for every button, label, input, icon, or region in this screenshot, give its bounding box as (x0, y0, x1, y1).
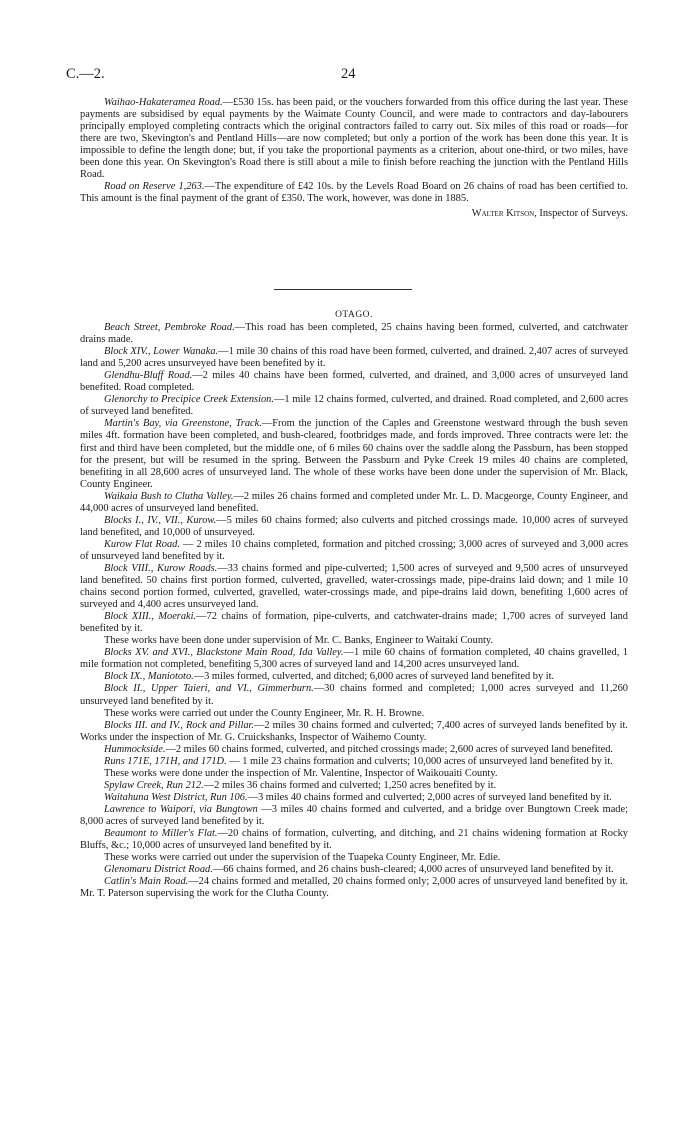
entry-text: —2 miles 26 chains formed and completed under Mr. L. D. Macgeorge, County Engineer, and 44,000 acres of unsurveyed land benefited. (80, 490, 628, 514)
paragraph (80, 864, 628, 876)
paragraph (80, 394, 628, 418)
entry-title: Blocks III. and IV., Rock and Pillar. (104, 719, 255, 731)
entry-text: —2 miles 40 chains have been formed, culverted, and drained, and 3,000 acres of unsurveyed land benefited. Road completed. (80, 370, 628, 394)
entry-text: —2 miles 60 chains formed, culverted, and pitched crossings made; 2,600 acres of surveyed land benefited. (165, 743, 613, 755)
entry-title: Block II., Upper Taieri, and VI., Gimmerburn. (104, 683, 314, 695)
paragraph (80, 683, 628, 707)
entry-text: These works were carried out under the supervision of the Tuapeka County Engineer, Mr. Edie. (104, 852, 501, 864)
entry-text: — 2 miles 10 chains completed, formation and pitched crossing; 3,000 acres of surveyed and 3,000 acres of unsurveyed land benefited by it. (80, 538, 628, 562)
entry-title: Glenomaru District Road. (104, 864, 213, 876)
entry-title: Blocks I., IV., VII., Kurow. (104, 514, 217, 526)
section-divider (274, 289, 412, 290)
signature-line (80, 208, 628, 220)
paragraph (80, 635, 628, 647)
paragraph (80, 792, 628, 804)
entry-title: Waitahuna West District, Run 106. (104, 791, 248, 803)
report-code: C.—2. (66, 66, 105, 82)
entry-text: —1 mile 60 chains of formation completed, 40 chains gravelled, 1 mile formation not completed, benefiting 5,300 acres of surveyed land and 14,200 acres unsurveyed land. (80, 647, 628, 671)
otago-entries (80, 322, 628, 900)
entry-title: Beach Street, Pembroke Road. (104, 322, 235, 334)
entry-title: Spylaw Creek, Run 212. (104, 779, 204, 791)
entry-title: Block IX., Maniototo. (104, 671, 194, 683)
entry-text: —The expenditure of £42 10s. by the Levels Road Board on 26 chains of road has been certified to. This amount is the final payment of the grant of £350. The work, however, was done in 1885. (80, 181, 628, 205)
paragraph (80, 515, 628, 539)
signature-name: Walter Kitson (471, 208, 535, 220)
otago-section (80, 309, 628, 900)
entry-text: —3 miles 40 chains formed and culverted; 2,000 acres of surveyed land benefited by it. (247, 791, 612, 803)
paragraph (80, 708, 628, 720)
paragraph (80, 744, 628, 756)
entry-title: Block VIII., Kurow Roads. (104, 562, 218, 574)
entry-title: Block XIII., Moeraki. (104, 611, 197, 623)
paragraph (80, 720, 628, 744)
paragraph (80, 563, 628, 611)
entry-text: These works were done under the inspection of Mr. Valentine, Inspector of Waikouaiti County. (104, 767, 498, 779)
paragraph (80, 346, 628, 370)
paragraph (80, 370, 628, 394)
entry-title: Glenorchy to Precipice Creek Extension. (104, 394, 274, 406)
entry-title: Kurow Flat Road. (104, 538, 180, 550)
entry-text: — 1 mile 23 chains formation and culverts; 10,000 acres of unsurveyed land benefited by it. (226, 755, 613, 767)
paragraph (80, 852, 628, 864)
paragraph (80, 876, 628, 900)
entry-title: Block XIV., Lower Wanaka. (104, 346, 219, 358)
paragraph (80, 611, 628, 635)
section-heading: OTAGO. (335, 310, 373, 320)
entry-title: Martin's Bay, via Greenstone, Track. (104, 418, 262, 430)
paragraph (80, 322, 628, 346)
paragraph (80, 491, 628, 515)
entry-text: —2 miles 30 chains formed and culverted; 7,400 acres of surveyed lands benefited by it. Works under the inspection of Mr. G. Cruickshanks, Inspector of Waihemo County. (80, 719, 628, 743)
canterbury-section (80, 97, 628, 220)
entry-text: —66 chains formed, and 26 chains bush-cleared; 4,000 acres of unsurveyed land benefited by it. (212, 864, 614, 876)
entry-text: —2 miles 36 chains formed and culverted; 1,250 acres benefited by it. (203, 779, 497, 791)
entry-title: Blocks XV. and XVI., Blackstone Main Road, Ida Valley. (104, 647, 344, 659)
canterbury-entries (80, 97, 628, 205)
entry-title: Beaumont to Miller's Flat. (104, 828, 218, 840)
signature-title: , Inspector of Surveys. (534, 208, 628, 220)
entry-text: —33 chains formed and pipe-culverted; 1,500 acres of surveyed and 9,500 acres of unsurveyed land benefited. 50 chains first portion formed, culverted, gravelled, water-crossings made, pipe-drains laid down; and 1 mile 10 chains second portion formed, culverted, gravelled, water-crossings made, and pipe-drains laid down, benefiting 1,600 acres of surveyed and 4,400 acres unsurveyed land. (80, 562, 628, 611)
paragraph (80, 780, 628, 792)
paragraph (80, 768, 628, 780)
paragraph (80, 418, 628, 490)
entry-text: —5 miles 60 chains formed; also culverts and pitched crossings made. 10,000 acres of surveyed land benefited, and 10,000 of unsurveyed. (80, 514, 628, 538)
entry-text: —20 chains of formation, culverting, and ditching, and 21 chains widening formation at Rocky Bluffs, &c.; 10,000 acres of unsurveyed land benefited by it. (80, 828, 628, 852)
paragraph (80, 647, 628, 671)
entry-title: Hummockside. (104, 743, 166, 755)
paragraph (80, 756, 628, 768)
entry-text: —3 miles 40 chains formed and culverted, and a bridge over Bungtown Creek made; 8,000 acres of surveyed land benefited by it. (80, 803, 629, 827)
entry-text: —From the junction of the Caples and Greenstone westward through the bush seven miles 4ft. formation have been completed, and bush-cleared, footbridges made, and fords improved. Three contracts were let: the first and third have been completed, but the middle one, of 6 miles 60 chains over the saddle along the Passburn, has been stopped for the present, but will be resumed in the spring. Between the Passburn and Pyke Creek 19 miles 40 chains are completed, benefiting in all 28,600 acres of unsurveyed land. The whole of these works have been done under the supervision of Mr. Black, County Engineer. (80, 418, 628, 490)
entry-text: —30 chains formed and completed; 1,000 acres surveyed and 11,260 unsurveyed land benefited by it. (80, 683, 629, 707)
entry-title: Glendhu-Bluff Road. (104, 370, 193, 382)
entry-title: Catlin's Main Road. (104, 876, 189, 888)
paragraph (80, 539, 628, 563)
entry-text: —1 mile 12 chains formed, culverted, and drained. Road completed, and 2,600 acres of surveyed land benefited. (80, 394, 629, 418)
entry-text: —3 miles formed, culverted, and ditched; 6,000 acres of surveyed land benefited by it. (193, 671, 555, 683)
entry-text: These works have been done under supervision of Mr. C. Banks, Engineer to Waitaki County. (104, 635, 494, 647)
entry-title: Runs 171E, 171H, and 171D. (104, 755, 227, 767)
entry-text: —1 mile 30 chains of this road have been formed, culverted, and drained. 2,407 acres of surveyed land and 5,200 acres unsurveyed have been benefited by it. (80, 346, 628, 370)
paragraph (80, 181, 628, 205)
paragraph (80, 97, 628, 181)
entry-title: Lawrence to Waipori, via Bungtown (104, 803, 258, 815)
paragraph (80, 804, 628, 828)
paragraph (80, 671, 628, 683)
entry-title: Road on Reserve 1,263. (104, 181, 205, 193)
entry-text: —24 chains formed and metalled, 20 chains formed only; 2,000 acres of unsurveyed land benefited by it. Mr. T. Paterson supervising the work for the Clutha County. (80, 876, 628, 900)
paragraph (80, 828, 628, 852)
entry-text: —72 chains of formation, pipe-culverts, and catchwater-drains made; 1,700 acres of surveyed land benefited by it. (80, 611, 628, 635)
page-number: 24 (341, 66, 356, 82)
entry-title: Waihao-Hakateramea Road. (104, 97, 223, 108)
entry-text: —£530 15s. has been paid, or the vouchers forwarded from this office during the last year. These payments are subsidised by equal payments by the Waimate County Council, and were made to contractors and day-labourers principally employed completing contracts which the original contractors failed to carry out. Six miles of this road or roads—for there are two, Skevington's and Pentland Hills—are now completed; but only a portion of the work has been done this year. It is impossible to define the length done; but, if you take the proportional payments as a criterion, about one-third, or two miles, have been done this year. On Skevington's Road there is still about a mile to finish before reaching the junction with the Pentland Hills Road. (80, 97, 629, 181)
entry-text: —This road has been completed, 25 chains having been formed, culverted, and catchwater drains made. (80, 322, 628, 346)
entry-text: These works were carried out under the County Engineer, Mr. R. H. Browne. (104, 707, 425, 719)
entry-title: Waikaia Bush to Clutha Valley. (104, 490, 234, 502)
